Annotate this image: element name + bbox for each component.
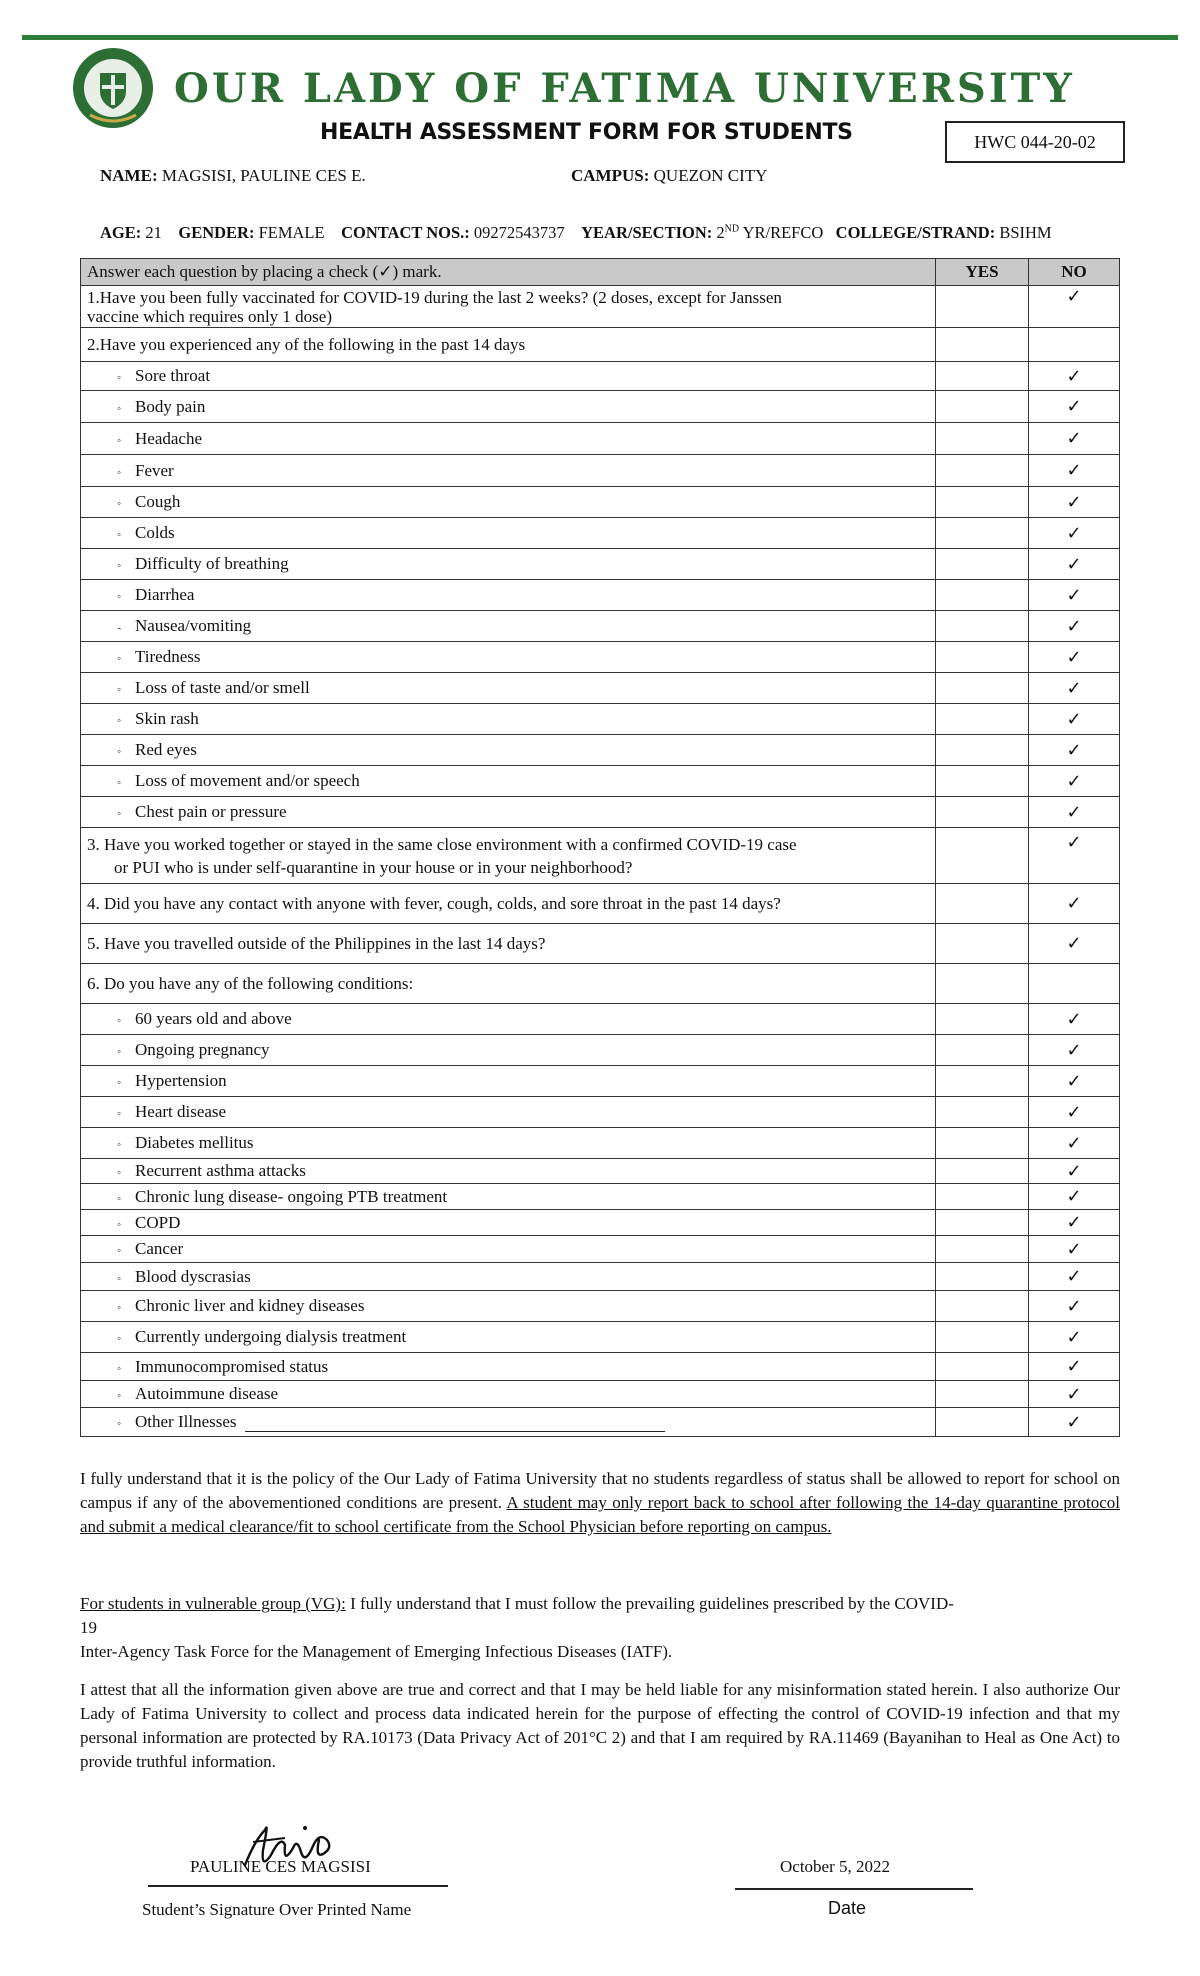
yes-cell[interactable]: [936, 549, 1029, 580]
bullet-icon: ◦: [117, 372, 121, 384]
checklist-item: [81, 391, 936, 423]
instruction-cell: Answer each question by placing a check (✓) mark.: [81, 259, 936, 286]
checklist-item: [81, 704, 936, 735]
date-caption: Date: [828, 1898, 867, 1918]
year-label: YEAR/SECTION:: [581, 223, 713, 242]
check-mark-icon: ✓: [1066, 933, 1082, 954]
check-mark-icon: ✓: [1066, 1160, 1082, 1182]
name-label: NAME:: [100, 166, 158, 185]
checklist-row: [81, 1381, 1120, 1408]
check-mark-icon: ✓: [1066, 1295, 1082, 1317]
no-cell[interactable]: [1029, 797, 1120, 828]
checklist-label: Other Illnesses: [135, 1412, 237, 1431]
check-mark-icon: ✓: [1066, 893, 1082, 914]
no-cell[interactable]: [1029, 1159, 1120, 1184]
bullet-icon: ◦: [117, 1362, 121, 1375]
college-value: BSIHM: [999, 223, 1052, 242]
bullet-icon: ◦: [117, 1108, 121, 1120]
bullet-icon: ◦: [117, 466, 121, 479]
check-mark-icon: ✓: [1066, 1326, 1082, 1348]
check-mark-icon: ✓: [1066, 1238, 1082, 1260]
signature-line: [148, 1885, 448, 1887]
checklist-row: [81, 1004, 1120, 1035]
yes-cell[interactable]: [936, 391, 1029, 423]
vulnerable-group-text-3: Inter-Agency Task Force for the Management of Emerging Infectious Diseases (IATF).: [80, 1642, 673, 1661]
yes-cell[interactable]: [936, 423, 1029, 455]
bullet-icon: ◦: [117, 498, 121, 510]
bullet-icon: ◦: [117, 1167, 121, 1179]
policy-underlined-text: A student may only report back to school after following the 14-day quarantine protocol and submit a medical clearance/fit to school certificate from the School Physician before reporting on campus.: [80, 1493, 1120, 1536]
question-5: 5. Have you travelled outside of the Philippines in the last 14 days?: [81, 924, 936, 964]
yes-cell[interactable]: [936, 362, 1029, 391]
checklist-item: [81, 1408, 936, 1437]
age-value: 21: [145, 223, 162, 242]
no-cell[interactable]: [1029, 1184, 1120, 1210]
vulnerable-group-paragraph: [80, 1592, 1120, 1664]
checklist-label: Colds: [135, 523, 175, 542]
no-cell[interactable]: [1029, 766, 1120, 797]
contact-label: CONTACT NOS.:: [341, 223, 470, 242]
checklist-row: [81, 1128, 1120, 1159]
college-label: COLLEGE/STRAND:: [835, 223, 996, 242]
university-seal-icon: [70, 45, 156, 131]
no-cell[interactable]: [1029, 1035, 1120, 1066]
check-mark-icon: ✓: [1066, 365, 1082, 387]
yes-cell[interactable]: [936, 704, 1029, 735]
bullet-icon: ◦: [117, 1077, 121, 1089]
policy-text: I fully understand that it is the policy of the Our Lady of Fatima University that no students regardless of status shall be allowed to report for school on campus if any of the abovementioned conditions are present.: [80, 1469, 1120, 1512]
check-mark-icon: ✓: [1066, 1212, 1082, 1233]
checklist-row: [81, 766, 1120, 797]
checklist-item: [81, 1035, 936, 1066]
checklist-item: [81, 549, 936, 580]
check-mark-icon: ✓: [1066, 1070, 1082, 1092]
question-4: 4. Did you have any contact with anyone with fever, cough, colds, and sore throat in the past 14 days?: [81, 884, 936, 924]
check-mark-icon: ✓: [1066, 396, 1082, 417]
no-cell[interactable]: [1029, 642, 1120, 673]
no-cell[interactable]: [1029, 518, 1120, 549]
question-2: 2.Have you experienced any of the following in the past 14 days: [81, 328, 936, 362]
question-2-row: [81, 328, 1120, 362]
attestation-paragraph: I attest that all the information given above are true and correct and that I may be held liable for any misinformation stated herein. I also authorize Our Lady of Fatima University to collect and process data indicated herein for the purpose of effecting the control of COVID-19 infection and that my personal information are protected by RA.10173 (Data Privacy Act of 201°C 2) and that I am required by RA.11469 (Bayanihan to Heal as One Act) to provide truthful information.: [80, 1680, 1120, 1771]
vulnerable-group-text: I fully understand that I must follow the prevailing guidelines prescribed by the COVID-: [345, 1594, 954, 1613]
checklist-label: Recurrent asthma attacks: [135, 1161, 306, 1180]
yes-cell[interactable]: [936, 964, 1029, 1004]
yes-cell[interactable]: [936, 766, 1029, 797]
university-name: OUR LADY OF FATIMA UNIVERSITY: [174, 64, 1075, 112]
checklist-label: Ongoing pregnancy: [135, 1040, 270, 1059]
checklist-item: [81, 362, 936, 391]
checklist-label: Heart disease: [135, 1102, 227, 1121]
checklist-label: Hypertension: [135, 1071, 227, 1090]
yes-cell[interactable]: [936, 1263, 1029, 1291]
question-3-line-2: or PUI who is under self-quarantine in your house or in your neighborhood?: [114, 857, 633, 877]
year-sup: ND: [724, 223, 740, 235]
checklist-row: [81, 1066, 1120, 1097]
checklist-label: Loss of movement and/or speech: [135, 771, 360, 790]
no-cell[interactable]: [1029, 673, 1120, 704]
gender-label: GENDER:: [178, 223, 255, 242]
checklist-item: [81, 1066, 936, 1097]
no-cell[interactable]: [1029, 924, 1120, 964]
checklist-row: [81, 1159, 1120, 1184]
check-mark-icon: ✓: [1066, 770, 1082, 792]
question-1-line-2: vaccine which requires only 1 dose): [87, 306, 332, 326]
bullet-icon: ◦: [117, 1015, 121, 1027]
yes-cell[interactable]: [936, 884, 1029, 924]
bullet-icon: ◦: [117, 1302, 121, 1314]
form-title: HEALTH ASSESSMENT FORM FOR STUDENTS: [320, 120, 853, 145]
no-cell[interactable]: [1029, 611, 1120, 642]
no-cell[interactable]: [1029, 362, 1120, 391]
no-cell[interactable]: [1029, 735, 1120, 766]
no-header: NO: [1029, 259, 1120, 286]
question-3: [81, 828, 936, 884]
checklist-label: Diabetes mellitus: [135, 1133, 254, 1152]
university-header: [70, 48, 1150, 128]
checklist-label: Headache: [135, 428, 203, 448]
details-line: [100, 223, 1052, 243]
no-cell[interactable]: [1029, 1408, 1120, 1437]
checklist-row: [81, 1263, 1120, 1291]
no-cell[interactable]: [1029, 1097, 1120, 1128]
checklist-row: [81, 391, 1120, 423]
no-cell[interactable]: [1029, 455, 1120, 487]
check-mark-icon: ✓: [1066, 708, 1082, 730]
checklist-item: [81, 1291, 936, 1322]
health-assessment-table: [80, 258, 1120, 1437]
checklist-item: [81, 1322, 936, 1353]
campus-label: CAMPUS:: [571, 166, 650, 185]
question-6: 6. Do you have any of the following conditions:: [81, 964, 936, 1004]
checklist-row: [81, 487, 1120, 518]
age-label: AGE:: [100, 223, 142, 242]
no-cell[interactable]: [1029, 1128, 1120, 1159]
no-cell[interactable]: [1029, 1353, 1120, 1381]
checklist-item: [81, 1353, 936, 1381]
check-mark-icon: ✓: [1066, 801, 1082, 823]
checklist-row: [81, 1322, 1120, 1353]
checklist-label: Fever: [135, 460, 174, 480]
checklist-label: Skin rash: [135, 709, 199, 728]
checklist-label: Immunocompromised status: [135, 1356, 329, 1376]
no-cell[interactable]: [1029, 1004, 1120, 1035]
no-cell[interactable]: [1029, 328, 1120, 362]
checklist-item: [81, 1263, 936, 1291]
checklist-label: Diarrhea: [135, 585, 195, 604]
yes-cell[interactable]: [936, 1353, 1029, 1381]
no-cell[interactable]: [1029, 1236, 1120, 1263]
check-mark-icon: ✓: [1066, 584, 1082, 606]
checklist-item: [81, 518, 936, 549]
bullet-icon: ◦: [117, 402, 121, 415]
checklist-item: [81, 766, 936, 797]
bullet-icon: ◦: [117, 1390, 121, 1402]
name-line: [100, 166, 366, 186]
bullet-icon: ◦: [117, 1245, 121, 1257]
checklist-item: [81, 1210, 936, 1236]
year-rest: YR/REFCO: [739, 223, 824, 242]
checklist-row: [81, 735, 1120, 766]
checklist-item: [81, 735, 936, 766]
no-cell[interactable]: [1029, 286, 1120, 328]
check-mark-icon: ✓: [1066, 522, 1082, 544]
checklist-row: [81, 797, 1120, 828]
checklist-item: [81, 487, 936, 518]
checklist-label: 60 years old and above: [135, 1009, 292, 1028]
checklist-label: Cough: [135, 492, 181, 511]
checklist-row: [81, 611, 1120, 642]
check-mark-icon: ✓: [1066, 1356, 1082, 1377]
check-mark-icon: ✓: [1066, 646, 1082, 668]
check-mark-icon: ✓: [1066, 491, 1082, 513]
checklist-item: [81, 1159, 936, 1184]
question-3-line-1: 3. Have you worked together or stayed in the same close environment with a confirmed COVID-19 case: [87, 834, 797, 854]
bullet-icon: ◦: [117, 684, 121, 696]
checklist-label: Body pain: [135, 396, 206, 416]
checklist-item: [81, 611, 936, 642]
check-mark-icon: ✓: [1066, 615, 1082, 637]
campus-value: QUEZON CITY: [653, 166, 768, 185]
checklist-label: Autoimmune disease: [135, 1384, 279, 1403]
checklist-label: Loss of taste and/or smell: [135, 678, 310, 697]
question-4-row: [81, 884, 1120, 924]
no-cell[interactable]: [1029, 1263, 1120, 1291]
no-cell[interactable]: [1029, 1066, 1120, 1097]
checklist-item: [81, 1004, 936, 1035]
bullet-icon: ◦: [117, 560, 121, 572]
checklist-label: Cancer: [135, 1239, 184, 1258]
date-line: [735, 1888, 973, 1890]
form-code: HWC 044-20-02: [945, 121, 1125, 163]
checklist-label: Blood dyscrasias: [135, 1266, 251, 1286]
checklist-item: [81, 1236, 936, 1263]
table-header-row: [81, 259, 1120, 286]
check-mark-icon: ✓: [1066, 739, 1082, 761]
question-1: [81, 286, 936, 328]
yes-cell[interactable]: [936, 580, 1029, 611]
no-cell[interactable]: [1029, 1291, 1120, 1322]
year-prefix: 2: [716, 223, 725, 242]
yes-cell[interactable]: [936, 1291, 1029, 1322]
yes-cell[interactable]: [936, 1322, 1029, 1353]
yes-cell[interactable]: [936, 1159, 1029, 1184]
checklist-label: Chronic liver and kidney diseases: [135, 1296, 365, 1315]
checklist-row: [81, 1097, 1120, 1128]
checklist-row: [81, 1353, 1120, 1381]
check-mark-icon: ✓: [1066, 1266, 1082, 1287]
bullet-icon: ◦: [117, 1418, 121, 1430]
contact-value: 09272543737: [473, 223, 565, 242]
yes-cell[interactable]: [936, 455, 1029, 487]
student-name: MAGSISI, PAULINE CES E.: [161, 166, 366, 185]
policy-paragraph: [80, 1467, 1120, 1539]
yes-cell[interactable]: [936, 611, 1029, 642]
checklist-label: Chest pain or pressure: [135, 802, 287, 821]
checklist-item: [81, 797, 936, 828]
bullet-icon: ◦: [117, 715, 121, 727]
vulnerable-group-heading: For students in vulnerable group (VG):: [80, 1594, 346, 1613]
checklist-label: Sore throat: [135, 366, 211, 385]
checklist-label: Red eyes: [135, 740, 197, 759]
checklist-row: [81, 1236, 1120, 1263]
bullet-icon: ◦: [117, 808, 121, 820]
yes-header: YES: [936, 259, 1029, 286]
checklist-row: [81, 1184, 1120, 1210]
yes-cell[interactable]: [936, 1184, 1029, 1210]
no-cell[interactable]: [1029, 828, 1120, 884]
checklist-item: [81, 455, 936, 487]
bullet-icon: ◦: [117, 1333, 121, 1345]
checklist-label: Tiredness: [135, 647, 201, 666]
checklist-row: [81, 362, 1120, 391]
yes-cell[interactable]: [936, 735, 1029, 766]
check-mark-icon: ✓: [1066, 1039, 1082, 1061]
question-1-row: [81, 286, 1120, 328]
checklist-item: [81, 1184, 936, 1210]
checklist-row: [81, 518, 1120, 549]
check-mark-icon: ✓: [1066, 1101, 1082, 1123]
campus-line: [571, 166, 767, 186]
checklist-label: Chronic lung disease- ongoing PTB treatment: [135, 1186, 448, 1206]
date-value: October 5, 2022: [780, 1857, 891, 1876]
no-cell[interactable]: [1029, 1322, 1120, 1353]
yes-cell[interactable]: [936, 1066, 1029, 1097]
check-mark-icon: ✓: [1066, 1383, 1082, 1405]
checklist-label: COPD: [135, 1212, 181, 1232]
no-cell[interactable]: [1029, 391, 1120, 423]
top-green-rule: [22, 35, 1178, 40]
checklist-row: [81, 1408, 1120, 1437]
bullet-icon: ◦: [117, 746, 121, 758]
check-mark-icon: ✓: [1066, 428, 1082, 449]
checklist-row: [81, 704, 1120, 735]
yes-cell[interactable]: [936, 1210, 1029, 1236]
bullet-icon: ◦: [117, 434, 121, 447]
checklist-item: [81, 423, 936, 455]
checklist-item: [81, 1097, 936, 1128]
yes-cell[interactable]: [936, 828, 1029, 884]
check-mark-icon: ✓: [1066, 1008, 1082, 1030]
bullet-icon: ◦: [117, 1046, 121, 1058]
checklist-row: [81, 673, 1120, 704]
vulnerable-group-text-2: 19: [80, 1618, 97, 1637]
checklist-row: [81, 1291, 1120, 1322]
checklist-row: [81, 549, 1120, 580]
yes-cell[interactable]: [936, 797, 1029, 828]
yes-cell[interactable]: [936, 1097, 1029, 1128]
yes-cell[interactable]: [936, 1035, 1029, 1066]
checklist-item: [81, 642, 936, 673]
question-1-line-1: 1.Have you been fully vaccinated for COVID-19 during the last 2 weeks? (2 doses, except for Janssen: [87, 287, 782, 307]
yes-cell[interactable]: [936, 642, 1029, 673]
yes-cell[interactable]: [936, 1236, 1029, 1263]
bullet-icon: ◦: [117, 777, 121, 789]
check-mark-icon: ✓: [1066, 832, 1082, 853]
question-5-row: [81, 924, 1120, 964]
yes-cell[interactable]: [936, 487, 1029, 518]
bullet-icon: ◦: [117, 1272, 121, 1285]
check-mark-icon: ✓: [1066, 460, 1082, 481]
check-mark-icon: ✓: [1066, 1132, 1082, 1154]
checklist-row: [81, 1210, 1120, 1236]
other-illnesses-blank[interactable]: [245, 1415, 665, 1432]
yes-cell[interactable]: [936, 1381, 1029, 1408]
no-cell[interactable]: [1029, 964, 1120, 1004]
bullet-icon: ◦: [117, 1192, 121, 1205]
no-cell[interactable]: [1029, 487, 1120, 518]
no-cell[interactable]: [1029, 549, 1120, 580]
checklist-item: [81, 673, 936, 704]
bullet-icon: ◦: [117, 591, 121, 603]
yes-cell[interactable]: [936, 673, 1029, 704]
checklist-row: [81, 580, 1120, 611]
no-cell[interactable]: [1029, 580, 1120, 611]
checklist-label: Difficulty of breathing: [135, 554, 289, 573]
bullet-icon: ◦: [117, 653, 121, 665]
checklist-row: [81, 642, 1120, 673]
bullet-icon: ◦: [117, 529, 121, 541]
checklist-item: [81, 580, 936, 611]
yes-cell[interactable]: [936, 1004, 1029, 1035]
checklist-item: [81, 1128, 936, 1159]
yes-cell[interactable]: [936, 286, 1029, 328]
check-mark-icon: ✓: [1066, 1411, 1082, 1433]
no-cell[interactable]: [1029, 1381, 1120, 1408]
question-6-row: [81, 964, 1120, 1004]
checklist-label: Currently undergoing dialysis treatment: [135, 1327, 407, 1346]
no-cell[interactable]: [1029, 884, 1120, 924]
checklist-item: [81, 1381, 936, 1408]
checklist-label: Nausea/vomiting: [135, 616, 252, 635]
yes-cell[interactable]: [936, 1128, 1029, 1159]
gender-value: FEMALE: [258, 223, 325, 242]
checklist-row: [81, 455, 1120, 487]
yes-cell[interactable]: [936, 518, 1029, 549]
check-mark-icon: ✓: [1066, 1186, 1082, 1207]
no-cell[interactable]: [1029, 1210, 1120, 1236]
bullet-icon: ◦: [117, 1218, 121, 1231]
check-mark-icon: ✓: [1066, 553, 1082, 575]
checklist-row: [81, 423, 1120, 455]
question-3-row: [81, 828, 1120, 884]
no-cell[interactable]: [1029, 704, 1120, 735]
yes-cell[interactable]: [936, 328, 1029, 362]
bullet-icon: -: [117, 622, 121, 634]
signature-caption: Student’s Signature Over Printed Name: [142, 1900, 412, 1919]
check-mark-icon: ✓: [1066, 286, 1082, 307]
printed-name: PAULINE CES MAGSISI: [190, 1857, 371, 1876]
no-cell[interactable]: [1029, 423, 1120, 455]
bullet-icon: ◦: [117, 1139, 121, 1151]
checklist-row: [81, 1035, 1120, 1066]
yes-cell[interactable]: [936, 924, 1029, 964]
check-mark-icon: ✓: [1066, 677, 1082, 699]
yes-cell[interactable]: [936, 1408, 1029, 1437]
